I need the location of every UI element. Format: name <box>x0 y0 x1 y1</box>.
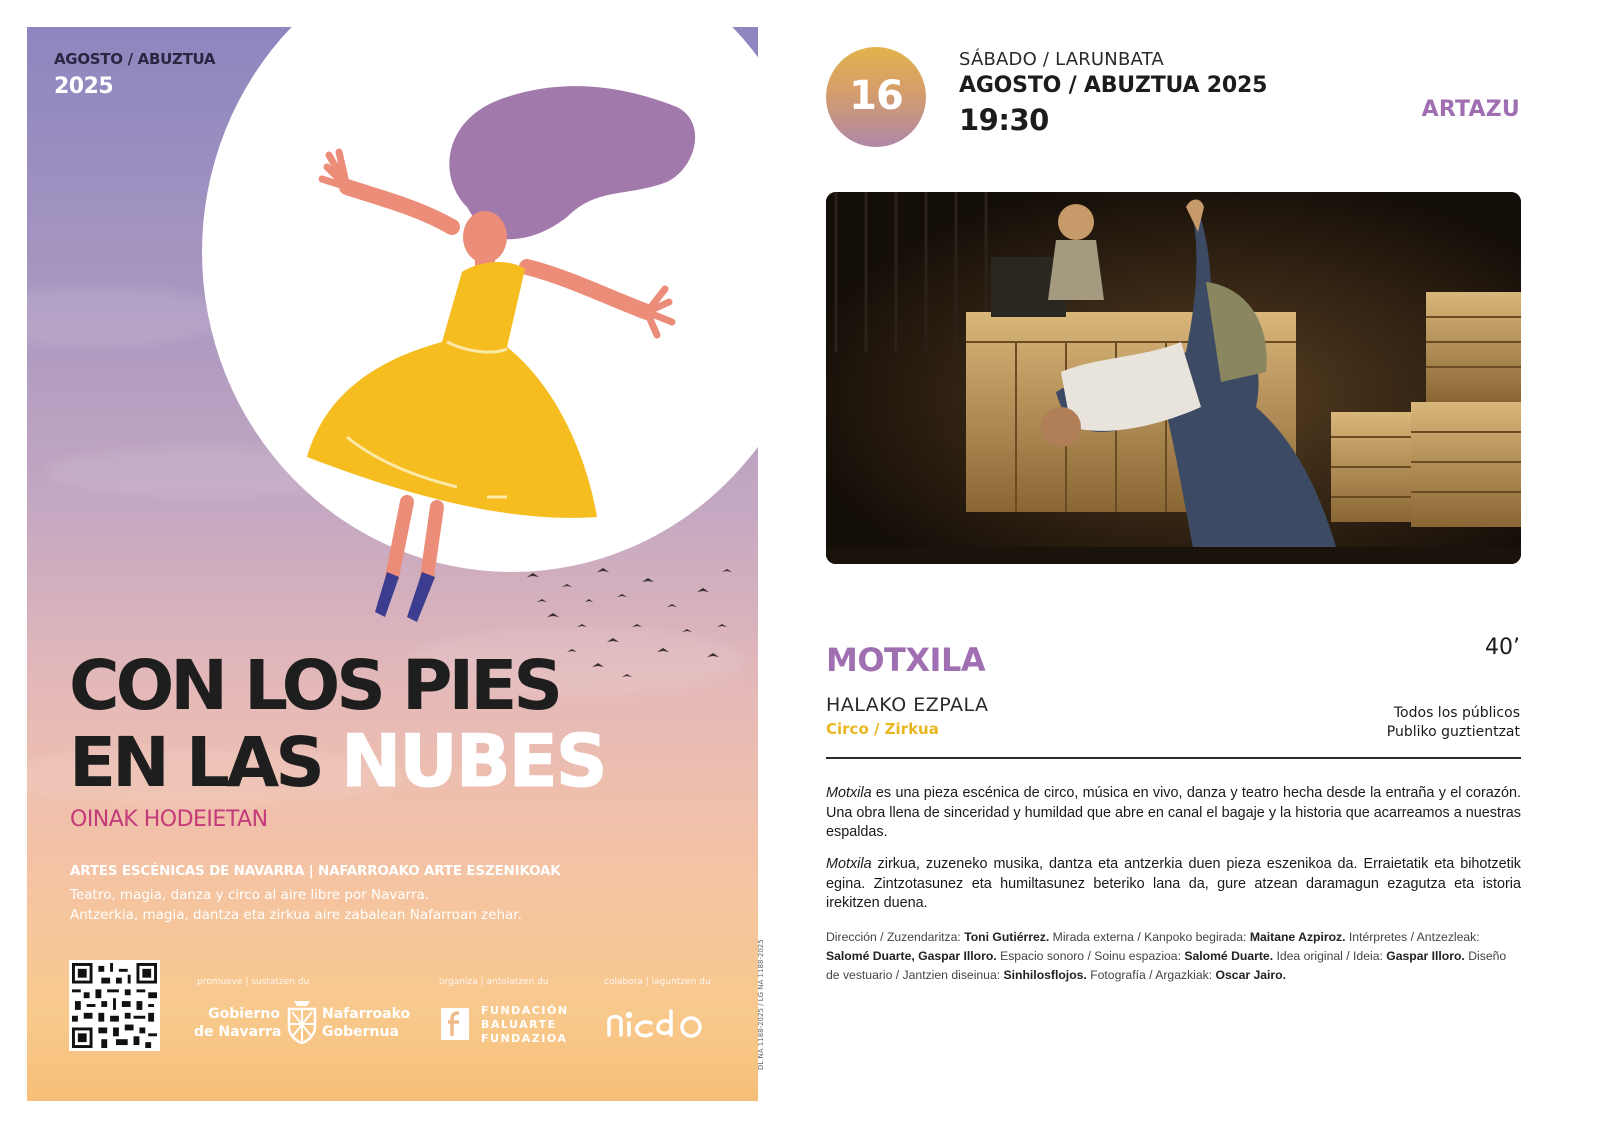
event-day-number: 16 <box>849 73 903 119</box>
poster-subtitle: OINAK HODEIETAN <box>70 807 268 832</box>
credit-label: Intérpretes / Antzezleak: <box>1345 930 1480 944</box>
gov-logo-text-eu <box>322 1005 410 1041</box>
credit-label: Espacio sonoro / Soinu espazioa: <box>996 949 1185 963</box>
gov-logo-line: Gobernua <box>322 1024 399 1040</box>
gov-logo-line: de Navarra <box>194 1024 282 1040</box>
credit-value: Gaspar Illoro. <box>1386 949 1465 963</box>
section-divider <box>826 757 1521 759</box>
poster-description-es: Teatro, magia, danza y circo al aire libre por Navarra. <box>70 887 430 903</box>
poster-title-nubes: NUBES <box>341 719 606 803</box>
credit-value: Maitane Azpiroz. <box>1249 930 1346 944</box>
credit-label: Fotografía / Argazkiak: <box>1086 968 1216 982</box>
sky-cloud <box>27 287 227 347</box>
poster-title-line-1: CON LOS PIES <box>69 646 560 726</box>
event-weekday: SÁBADO / LARUNBATA <box>959 49 1164 70</box>
show-duration: 40’ <box>1485 635 1520 660</box>
audience-es: Todos los públicos <box>1393 705 1520 721</box>
event-month-year: AGOSTO / ABUZTUA 2025 <box>959 73 1268 98</box>
fund-logo-line: BALUARTE <box>481 1018 557 1031</box>
legal-deposit-label: DL NA 1188-2025 / LG NA 1188-2025 <box>757 939 765 1070</box>
fund-logo-line: FUNDAZIOA <box>481 1032 568 1045</box>
legal-deposit-text <box>757 930 771 1075</box>
event-day-badge <box>826 47 926 147</box>
show-genre: Circo / Zirkua <box>826 720 939 738</box>
credit-label: Dirección / Zuzendaritza: <box>826 930 965 944</box>
event-location: ARTAZU <box>1421 97 1520 122</box>
credit-value: Toni Gutiérrez. <box>964 930 1050 944</box>
gov-logo-text-es <box>194 1005 280 1041</box>
credit-label: Idea original / Ideia: <box>1273 949 1387 963</box>
desc-es-body: es una pieza escénica de circo, música en vivo, danza y teatro hecha desde la entraña y el corazón. Una obra llena de sinceridad y humildad que abre en canal el bagaje y la historia que acarreamos a nuestras espaldas. <box>826 785 1521 840</box>
qr-code-icon[interactable] <box>69 960 160 1051</box>
collaborates-label: colabora | laguntzen du <box>604 977 711 987</box>
gov-logo-line: Nafarroako <box>322 1006 411 1022</box>
fund-logo-line: FUNDACIÓN <box>481 1004 569 1017</box>
fundacion-baluarte-text <box>481 1004 569 1046</box>
floating-girl-illustration <box>267 57 707 637</box>
credit-value: Salomé Duarte. <box>1184 949 1274 963</box>
navarra-shield-icon <box>285 997 319 1045</box>
show-photo <box>826 192 1521 564</box>
performance-photo-illustration <box>826 192 1521 564</box>
show-company: HALAKO EZPALA <box>826 694 989 716</box>
nicdo-logo <box>605 1007 710 1041</box>
promotes-label: promueve | sustatzen du <box>197 977 310 987</box>
festival-poster <box>27 27 758 1101</box>
credit-value: Sinhilosflojos. <box>1003 968 1087 982</box>
event-time: 19:30 <box>959 103 1049 137</box>
credit-label: Mirada externa / Kanpoko begirada: <box>1049 930 1250 944</box>
audience-eu: Publiko guztientzat <box>1386 724 1520 740</box>
show-description-eu <box>826 855 1521 914</box>
poster-month: AGOSTO / ABUZTUA <box>54 50 216 68</box>
desc-eu-title: Motxila <box>826 856 872 872</box>
gobierno-navarra-logo <box>194 997 414 1047</box>
show-description-es <box>826 784 1521 843</box>
gov-logo-line: Gobierno <box>208 1006 280 1022</box>
desc-es-title: Motxila <box>826 785 872 801</box>
baluarte-f-icon <box>439 1004 471 1044</box>
show-audience <box>1387 704 1520 742</box>
poster-section-heading: ARTES ESCÉNICAS DE NAVARRA | NAFARROAKO ARTE ESZENIKOAK <box>70 863 561 879</box>
organizes-label: organiza | antolatzen du <box>439 977 549 987</box>
show-title: MOTXILA <box>826 641 986 679</box>
credit-value: Salomé Duarte, Gaspar Illoro. <box>826 949 997 963</box>
credit-label: Diseño de vestuario / Jantzien diseinua: <box>826 949 1507 982</box>
poster-year: 2025 <box>54 74 114 99</box>
desc-eu-body: zirkua, zuzeneko musika, dantza eta antzerkia duen pieza eszenikoa da. Erraietatik eta bihotzetik egina. Zintzotasunez eta humiltasunez beteriko lana da, gure atzean daramagun ezagutza eta istoria irekitzen duena. <box>826 856 1521 911</box>
poster-title-en-las: EN LAS <box>69 723 341 803</box>
poster-description-eu: Antzerkia, magia, dantza eta zirkua aire zabalean Nafarroan zehar. <box>70 907 522 923</box>
poster-title-line-2 <box>69 719 606 803</box>
credit-value: Oscar Jairo. <box>1215 968 1286 982</box>
fundacion-baluarte-logo <box>439 1002 589 1052</box>
show-credits <box>826 928 1521 985</box>
